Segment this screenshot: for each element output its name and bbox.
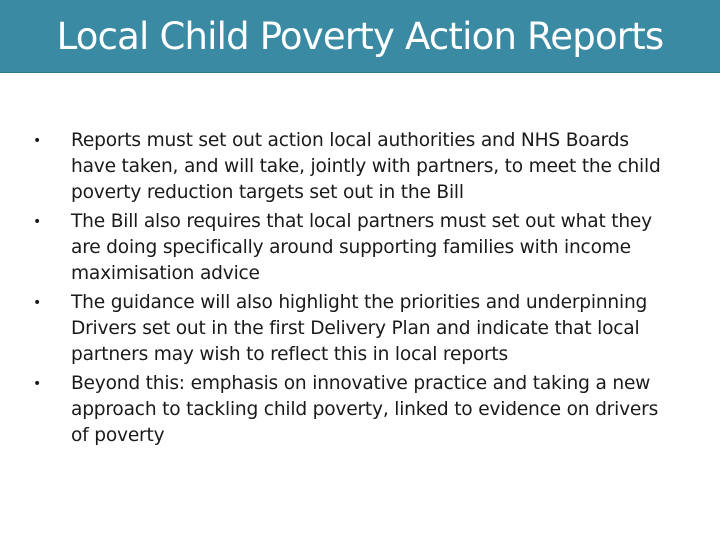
bullet-icon: • xyxy=(33,295,42,311)
slide-title: Local Child Poverty Action Reports xyxy=(56,14,664,58)
bullet-text: Reports must set out action local authorities and NHS Boards have taken, and will take, jointly with partners, to meet the child poverty reduction targets set out in the Bill xyxy=(71,130,661,203)
bullet-icon: • xyxy=(33,133,42,149)
bullet-icon: • xyxy=(33,376,42,392)
bullet-text: The Bill also requires that local partners must set out what they are doing specifically around supporting families with income maximisation advice xyxy=(71,211,652,284)
slide-content xyxy=(0,128,720,452)
bullet-item xyxy=(0,371,720,449)
bullet-item xyxy=(0,128,720,206)
title-bar xyxy=(0,0,720,73)
bullet-list xyxy=(0,128,720,449)
bullet-icon: • xyxy=(33,214,42,230)
bullet-text: The guidance will also highlight the priorities and underpinning Drivers set out in the first Delivery Plan and indicate that local partners may wish to reflect this in local reports xyxy=(71,292,648,365)
bullet-item xyxy=(0,209,720,287)
bullet-item xyxy=(0,290,720,368)
bullet-text: Beyond this: emphasis on innovative practice and taking a new approach to tackling child poverty, linked to evidence on drivers of poverty xyxy=(71,373,659,446)
